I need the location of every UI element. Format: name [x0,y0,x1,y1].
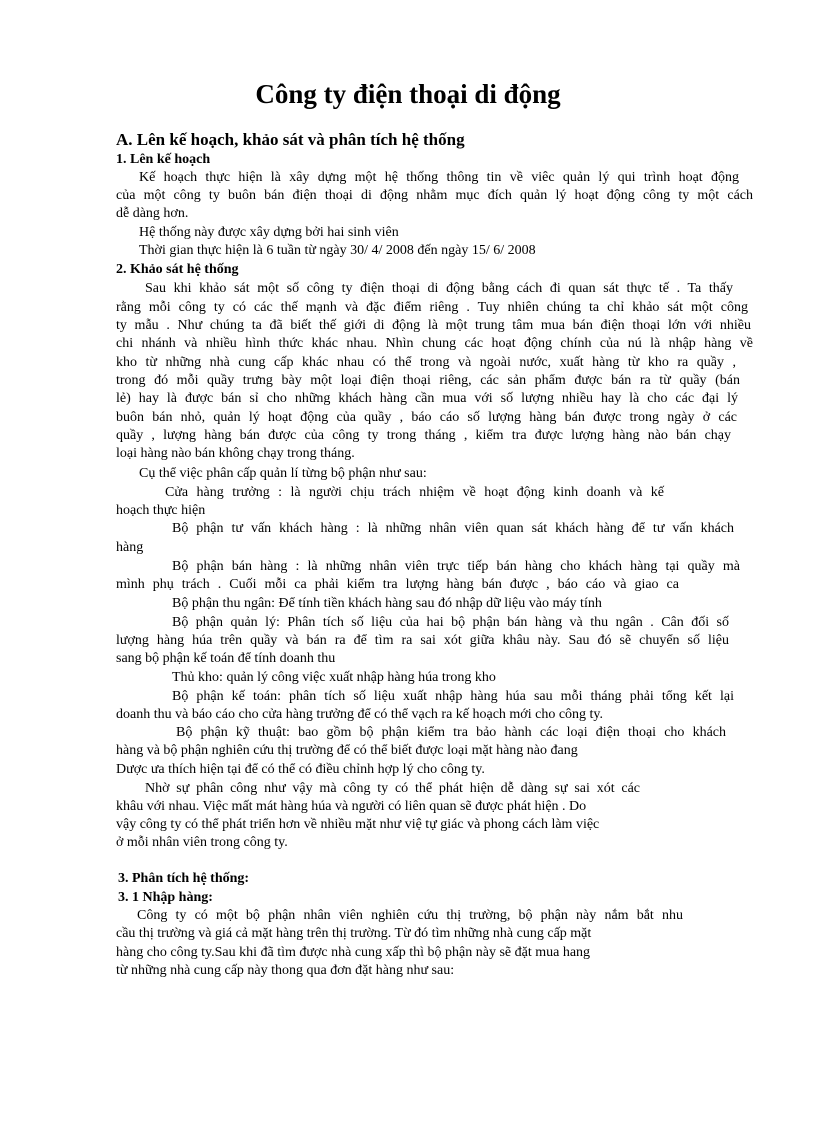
paragraph-line: sang bộ phận kế toán để tính doanh thu [116,651,336,666]
paragraph-line: dễ dàng hơn. [116,206,189,221]
paragraph-line: vậy công ty có thể phát triển hơn về nhiều mặt như việ tự giác và phong cách làm việc [116,817,600,832]
paragraph-line: khâu với nhau. Việc mất mát hàng húa và người có liên quan sẽ được phát hiện . Do [116,799,587,814]
paragraph-line: Kế hoạch thực hiện là xây dựng một hệ thống thông tin về viêc quản lý qui trình hoạt động [139,170,739,185]
paragraph-line: ở mỗi nhân viên trong công ty. [116,835,288,850]
paragraph-line: Thủ kho: quản lý công việc xuất nhập hàng húa trong kho [172,670,496,685]
paragraph-line: buôn bán nhỏ, quản lý hoạt động của quầy , báo cáo số lượng hàng bán được trong ngày ở các [116,410,737,425]
paragraph-line: hàng cho công ty.Sau khi đã tìm được nhà cung xấp thì bộ phận này sẽ đặt mua hang [116,945,591,960]
paragraph-line: ty mẫu . Như chúng ta đã biết thế giới di động là một trung tâm mua bán điện thoại lớn với nhiều [116,318,751,333]
paragraph-line: hàng [116,540,144,555]
paragraph-line: quầy , lượng hàng bán được của công ty trong tháng , kiểm tra được lượng hàng nào bán chạy [116,428,731,443]
subsection-1-heading: 1. Lên kế hoạch [116,152,211,167]
paragraph-line: doanh thu và báo cáo cho cửa hàng trưởng để có thể vạch ra kế hoạch mới cho công ty. [116,707,604,722]
paragraph-line: Cụ thể việc phân cấp quản lí từng bộ phận như sau: [139,466,427,481]
page-title: Công ty điện thoại di động [255,79,561,109]
paragraph-line: Bộ phận thu ngân: Để tính tiền khách hàng sau đó nhập dữ liệu vào máy tính [172,596,602,611]
paragraph-line: Cửa hàng trưởng : là người chịu trách nhiệm về hoạt động kinh doanh và kế [165,485,664,500]
paragraph-line: lẻ) hay là được bán sỉ cho những khách hàng cần mua với số lượng nhiều hay là cho các đại lý [116,391,738,406]
paragraph-line: Bộ phận tư vấn khách hàng : là những nhân viên quan sát khách hàng để tư vấn khách [172,521,734,536]
paragraph-line: Bộ phận kế toán: phân tích số liệu xuất nhập hàng húa sau mỗi tháng phải tổng kết lại [172,689,734,704]
paragraph-line: từ những nhà cung cấp này thong qua đơn đặt hàng như sau: [116,963,455,978]
paragraph-line: hoạch thực hiện [116,503,206,518]
paragraph-line: loại hàng nào bán không chạy trong tháng. [116,446,355,461]
paragraph-line: Thời gian thực hiện là 6 tuần từ ngày 30/ 4/ 2008 đến ngày 15/ 6/ 2008 [139,243,536,258]
subsection-2-heading: 2. Khảo sát hệ thống [116,262,239,277]
subsection-3-1-heading: 3. 1 Nhập hàng: [118,890,213,905]
paragraph-line: chi nhánh và nhiều hình thức khác nhau. Nhìn chung các hoạt động chính của nú là nhập hàng về [116,336,753,351]
paragraph-line: mình phụ trách . Cuối mỗi ca phải kiểm tra lượng hàng bán được , báo cáo và giao ca [116,577,679,592]
paragraph-line: hàng và bộ phận nghiên cứu thị trường để có thể biết được loại mặt hàng nào đang [116,743,578,758]
paragraph-line: kho từ những nhà cung cấp khác nhau có thể trong và ngoài nước, xuất hàng từ kho ra quầy , [116,355,736,370]
paragraph-line: Công ty có một bộ phận nhân viên nghiên cứu thị trường, bộ phận này nắm bắt nhu [137,908,683,923]
paragraph-line: Bộ phận quản lý: Phân tích số liệu của hai bộ phận bán hàng và thu ngân . Cân đối số [172,615,729,630]
paragraph-line: Nhờ sự phân công như vậy mà công ty có thể phát hiện dễ dàng sự sai xót các [145,781,640,796]
paragraph-line: Bộ phận bán hàng : là những nhân viên trực tiếp bán hàng cho khách hàng tại quầy mà [172,559,740,574]
paragraph-line: Hệ thống này được xây dựng bởi hai sinh viên [139,225,399,240]
paragraph-line: Dược ưa thích hiện tại để có thể có điều chỉnh hợp lý cho công ty. [116,762,485,777]
section-a-heading: A. Lên kế hoạch, khảo sát và phân tích hệ thống [116,130,465,149]
paragraph-line: của một công ty buôn bán điện thoại di động nhằm mục đích quản lý hoạt động công ty một cách [116,188,753,203]
paragraph-line: Bộ phận kỹ thuật: bao gồm bộ phận kiểm tra bảo hành các loại điện thoại cho khách [176,725,726,740]
paragraph-line: trong đó mỗi quầy trưng bày một loại điện thoại riêng, các sản phẩm được bán ra từ quầy (bán [116,373,740,388]
paragraph-line: lượng hàng húa trên quầy và bán ra để tìm ra sai xót giữa khâu này. Sau đó sẽ chuyển số liệu [116,633,729,648]
subsection-3-heading: 3. Phân tích hệ thống: [118,871,250,886]
paragraph-line: cầu thị trường và giá cả mặt hàng trên thị trường. Từ đó tìm những nhà cung cấp mặt [116,926,592,941]
paragraph-line: Sau khi khảo sát một số công ty điện thoại di động bằng cách đi quan sát thực tế . Ta thấy [145,281,733,296]
paragraph-line: rằng mỗi công ty có các thế mạnh và đặc điểm riêng . Tuy nhiên chúng ta chỉ khảo sát một công [116,300,748,315]
